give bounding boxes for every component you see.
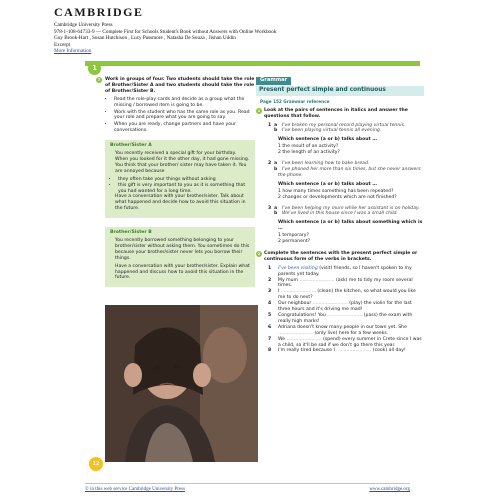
item-text-before: Adriana doesn't know many people in our town yet. She — [278, 324, 407, 330]
item-text-after: (play) the violin for the last three hours and it's driving me mad! — [278, 301, 412, 313]
pair-question: Which sentence (a or b) talks about … — [278, 181, 377, 187]
option-letter-a: a — [274, 161, 278, 167]
publisher: Cambridge University Press — [54, 22, 113, 28]
list-item — [264, 301, 424, 313]
website-link[interactable]: www.cambridge.org — [369, 487, 410, 492]
unit-bar — [85, 61, 420, 66]
item-text-after: (visit) friends, so I haven't spoken to my parents yet today. — [278, 265, 412, 277]
role-card-a-title: Brother/Sister A — [110, 143, 152, 149]
brand-logo: CAMBRIDGE — [54, 5, 144, 19]
role-card-a-outro: Have a conversation with your brother/sister. Talk about what happened and decide how to avoid this situation in the future. — [115, 194, 246, 212]
list-item — [264, 278, 424, 290]
item-text-before: I — [278, 289, 281, 295]
unit-number-badge: 1 — [88, 62, 101, 75]
grammar-label: Grammar — [256, 77, 291, 85]
copyright-link[interactable]: © in this web service Cambridge University Press — [85, 487, 186, 492]
sentence-pair-3 — [264, 206, 424, 245]
list-item — [264, 337, 424, 349]
list-item: 1 how many times something has been repeated? — [278, 188, 394, 194]
option-letter-b: b — [274, 211, 278, 217]
exercise-7-instruction: Work in groups of four. Two students should take the role of Brother/Sister A and two students should take the role of Brother/Sister B. — [105, 77, 255, 94]
list-item: • this gift is very important to you as it is something that you had wanted for a long time. — [118, 183, 250, 195]
pair-number: 3 — [268, 205, 272, 211]
list-item: 2 changes or developments which are not finished? — [278, 194, 397, 200]
list-item: 1 the result of an activity? — [278, 144, 339, 150]
list-item — [264, 289, 424, 301]
item-number: 6 — [268, 324, 272, 330]
list-item: 2 the length of an activity? — [278, 150, 340, 156]
item-text-after: (only live) here for a few weeks. — [313, 330, 389, 336]
list-item: 2 permanent? — [278, 239, 311, 245]
pair-question: Which sentence (a or b) talks about something which is … — [278, 220, 423, 232]
option-letter-b: b — [274, 166, 278, 172]
photo-illustration — [105, 305, 258, 462]
item-text-before: Congratulations! You — [278, 313, 328, 318]
answer-blank[interactable]: ........................ — [278, 330, 314, 336]
grammar-reference-link[interactable]: Page 152 Grammar reference — [260, 98, 330, 104]
role-card-b-paragraph-1: You recently borrowed something belonging to your brother/sister without asking them. You sometimes do this because your brother/sister never lets you borrow their things. — [115, 238, 250, 261]
answer-blank[interactable]: ........................ — [336, 348, 372, 354]
item-number: 3 — [268, 289, 272, 295]
footer — [85, 487, 410, 492]
isbn-line: 978-1-108-64733-9 — Complete First for Schools Student's Book without Answers with Online Workbook — [54, 28, 277, 35]
item-text-before: Our neighbour — [278, 301, 313, 307]
sentence-a: I've broken my personal record playing virtual tennis. — [282, 122, 406, 128]
item-text-after: (clean) the kitchen, so what would you like me to do next? — [278, 289, 416, 301]
photo-annoyed-girl — [105, 305, 258, 462]
option-letter-a: a — [274, 122, 278, 128]
grammar-title: Present perfect simple and continuous — [256, 86, 424, 96]
pair-question: Which sentence (a or b) talks about … — [278, 137, 377, 143]
sentence-pair-1 — [264, 123, 424, 157]
sentence-pair-2 — [264, 161, 424, 200]
list-item — [264, 325, 424, 337]
item-number: 2 — [268, 277, 272, 283]
pair-number: 2 — [268, 161, 272, 167]
answer-blank[interactable]: ........................ — [312, 301, 348, 307]
right-column — [256, 77, 424, 354]
list-item — [264, 348, 424, 354]
list-item — [264, 266, 424, 278]
answer-blank[interactable]: ........................ — [286, 336, 322, 342]
item-number: 1 — [268, 265, 272, 271]
exercise-1 — [257, 107, 424, 245]
item-text-before: My mum — [278, 277, 300, 283]
sentence-b: We've lived in this house since I was a small child. — [282, 211, 398, 217]
item-text-after: (spend) every summer in Crete since I was a child, so it'll be sad if we don't go there this year. — [278, 336, 422, 348]
sentence-b: I've phoned her more than six times, but she never answers the phone. — [278, 166, 421, 178]
item-number: 7 — [268, 336, 272, 342]
excerpt-label: Excerpt — [54, 41, 71, 48]
example-answer: I've been visiting — [278, 265, 318, 271]
item-number: 5 — [268, 313, 272, 318]
exercise-7-bullets — [105, 97, 255, 134]
item-number: 4 — [268, 301, 272, 307]
role-card-a-bullets — [110, 177, 250, 195]
role-card-a-intro: You recently received a special gift for your birthday. When you looked for it the other day, it had gone missing. You think that your brother/ sister may have taken it. You are annoyed because — [115, 151, 250, 174]
role-card-a — [105, 140, 255, 218]
item-text-after: (ask) me to tidy my room several times. — [278, 277, 413, 289]
exercise-2-items — [264, 266, 424, 355]
role-card-b-title: Brother/Sister B — [110, 230, 152, 236]
more-information-link[interactable]: More Information — [54, 48, 92, 55]
exercise-1-number: 1 — [257, 107, 261, 113]
list-item: • Work with the student who has the same role as you. Read your role and prepare what you are going to say. — [114, 110, 255, 122]
option-letter-a: a — [274, 205, 278, 211]
authors: Guy Brook-Hart , Susan Hutchison , Lucy Passmore , Natasha De Souza , Jishan Uddin — [54, 35, 236, 42]
option-letter-b: b — [274, 128, 278, 134]
list-item — [264, 313, 424, 325]
answer-blank[interactable]: ........................ — [280, 289, 316, 295]
sentence-a: I've been helping my mum while her assistant is on holiday. — [282, 205, 420, 211]
role-card-b-paragraph-2: Have a conversation with your brother/sister. Explain what happened and discuss how to avoid this situation in the future. — [115, 263, 250, 281]
exercise-2-instruction: Complete the sentences with the present perfect simple or continuous form of the verbs in brackets. — [264, 250, 418, 262]
footer-divider — [85, 483, 410, 484]
exercise-2-number: 2 — [257, 250, 261, 256]
item-number: 8 — [268, 348, 272, 354]
item-text-before: We — [278, 336, 287, 342]
item-text-after: (pass) the exam with really high marks! — [278, 313, 413, 324]
exercise-7 — [97, 77, 255, 134]
sentence-a: I've been learning how to bake bread. — [282, 161, 370, 167]
list-item: • Read the role-play cards and decide as a group what the missing / borrowed item is going to be. — [114, 97, 255, 109]
page-number-badge: 12 — [89, 457, 103, 471]
answer-blank[interactable]: ........................ — [327, 313, 363, 318]
list-item: • When you are ready, change partners and have your conversations. — [114, 122, 255, 134]
exercise-7-number: 7 — [97, 77, 101, 82]
exercise-1-instruction: Look at the pairs of sentences in italics and answer the questions that follow. — [264, 107, 408, 119]
item-text-after: (cook) all day! — [371, 348, 406, 354]
list-item: 1 temporary? — [278, 233, 309, 239]
document-metadata — [54, 22, 474, 55]
list-item: • they often take your things without asking — [118, 177, 250, 183]
answer-blank[interactable]: ........................ — [299, 277, 335, 283]
pair-number: 1 — [268, 122, 272, 128]
exercise-2 — [257, 250, 424, 354]
sentence-b: I've been playing virtual tennis all evening. — [282, 128, 382, 134]
item-text-before: I'm really tired because I — [278, 348, 337, 354]
role-card-b — [105, 227, 255, 287]
left-column — [97, 77, 255, 287]
